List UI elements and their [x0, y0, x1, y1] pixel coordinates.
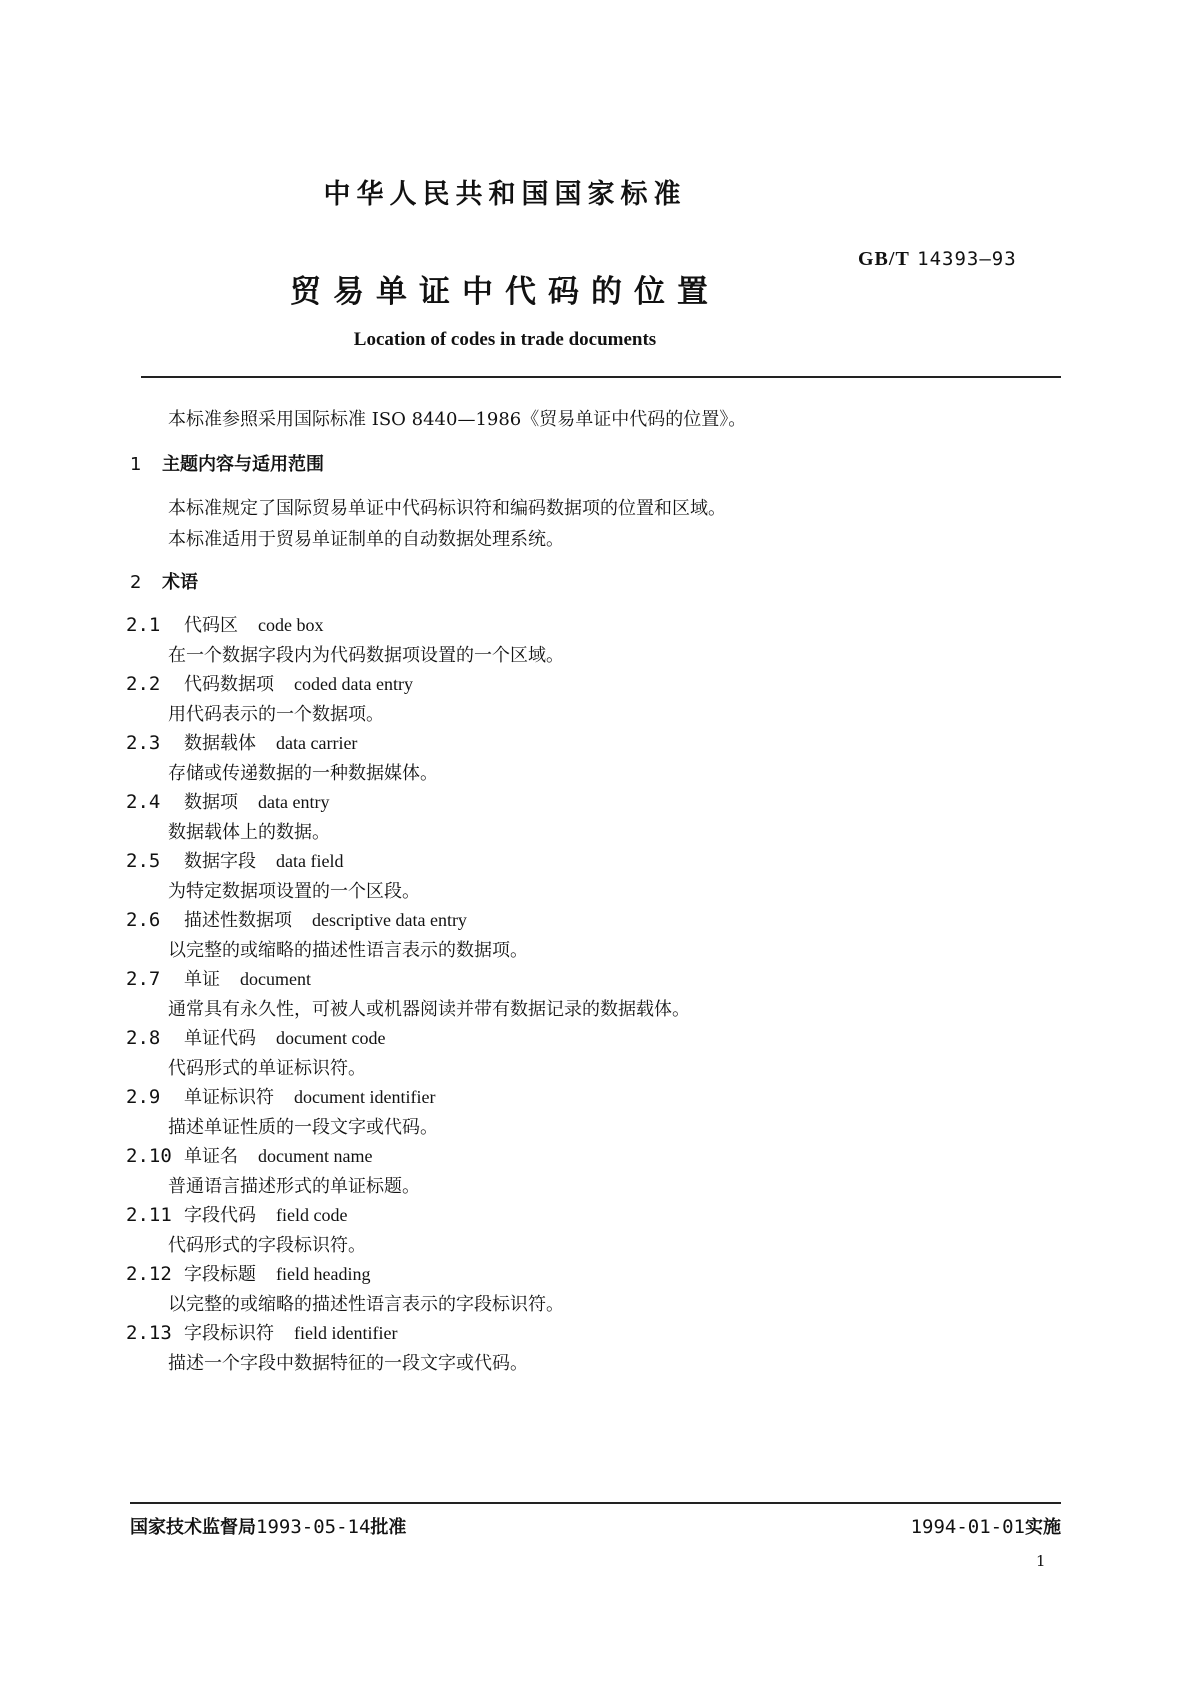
- section-2-heading: [130, 568, 198, 594]
- term-heading: [126, 1319, 397, 1345]
- document-title-zh: 贸易单证中代码的位置: [290, 274, 720, 310]
- term-en: data entry: [258, 792, 330, 812]
- term-heading: [126, 611, 323, 637]
- term-en: document identifier: [294, 1087, 436, 1107]
- term-en: document code: [276, 1028, 386, 1048]
- approve-date: 1993-05-14: [256, 1516, 371, 1538]
- term-en: document name: [258, 1146, 373, 1166]
- term-heading: [126, 788, 329, 814]
- term-zh: 单证标识符: [184, 1087, 274, 1108]
- term-zh: 单证: [184, 969, 220, 990]
- term-number: 2.12: [126, 1263, 172, 1285]
- effective-label: 实施: [1025, 1517, 1061, 1538]
- header-rule: [141, 376, 1061, 378]
- section-1-number: 1: [130, 454, 142, 475]
- term-definition: 为特定数据项设置的一个区段。: [168, 881, 420, 902]
- term-en: code box: [258, 615, 324, 635]
- term-zh: 代码区: [184, 615, 238, 636]
- term-definition: 用代码表示的一个数据项。: [168, 704, 384, 725]
- term-zh: 代码数据项: [184, 674, 274, 695]
- term-heading: [126, 847, 343, 873]
- section-2-title: 术语: [162, 572, 198, 593]
- term-en: data carrier: [276, 733, 358, 753]
- term-zh: 单证名: [184, 1146, 238, 1167]
- term-zh: 描述性数据项: [184, 910, 292, 931]
- term-en: coded data entry: [294, 674, 413, 694]
- term-heading: [126, 1083, 435, 1109]
- term-zh: 数据项: [184, 792, 238, 813]
- term-en: field identifier: [294, 1323, 398, 1343]
- term-en: field heading: [276, 1264, 371, 1284]
- page-number: 1: [1036, 1552, 1046, 1570]
- effective-line: [911, 1513, 1061, 1539]
- term-heading: [126, 1024, 385, 1050]
- term-definition: 数据载体上的数据。: [168, 822, 330, 843]
- term-zh: 字段代码: [184, 1205, 256, 1226]
- section-1-title: 主题内容与适用范围: [162, 454, 324, 475]
- term-heading: [126, 906, 467, 932]
- term-definition: 普通语言描述形式的单证标题。: [168, 1176, 420, 1197]
- term-definition: 在一个数据字段内为代码数据项设置的一个区域。: [168, 645, 564, 666]
- section-1-paragraph: 本标准适用于贸易单证制单的自动数据处理系统。: [168, 529, 564, 550]
- effective-date: 1994-01-01: [910, 1516, 1025, 1538]
- term-number: 2.3: [126, 732, 161, 754]
- term-heading: [126, 1201, 347, 1227]
- term-zh: 数据字段: [184, 851, 256, 872]
- term-heading: [126, 1142, 372, 1168]
- approval-line: [130, 1513, 406, 1539]
- standard-code-prefix: GB/T: [858, 248, 910, 270]
- approve-label: 批准: [370, 1517, 407, 1538]
- term-heading: [126, 670, 413, 696]
- term-number: 2.8: [126, 1027, 161, 1049]
- national-standard-title: 中华人民共和国国家标准: [323, 179, 687, 210]
- term-zh: 字段标题: [184, 1264, 256, 1285]
- term-number: 2.2: [126, 673, 161, 695]
- term-zh: 数据载体: [184, 733, 256, 754]
- intro-paragraph: 本标准参照采用国际标准 ISO 8440—1986《贸易单证中代码的位置》。: [168, 409, 747, 430]
- term-definition: 描述一个字段中数据特征的一段文字或代码。: [168, 1353, 528, 1374]
- term-number: 2.4: [126, 791, 161, 813]
- term-number: 2.13: [126, 1322, 172, 1344]
- section-2-number: 2: [130, 572, 142, 593]
- section-1-paragraph: 本标准规定了国际贸易单证中代码标识符和编码数据项的位置和区域。: [168, 498, 726, 519]
- term-definition: 以完整的或缩略的描述性语言表示的字段标识符。: [168, 1294, 564, 1315]
- term-heading: [126, 1260, 370, 1286]
- term-heading: [126, 965, 311, 991]
- term-number: 2.9: [126, 1086, 161, 1108]
- issuer: 国家技术监督局: [130, 1517, 256, 1538]
- term-en: descriptive data entry: [312, 910, 467, 930]
- term-number: 2.5: [126, 850, 161, 872]
- term-number: 2.6: [126, 909, 161, 931]
- term-definition: 通常具有永久性，可被人或机器阅读并带有数据记录的数据载体。: [168, 999, 690, 1020]
- term-en: document: [240, 969, 311, 989]
- section-1-heading: [130, 450, 324, 476]
- term-number: 2.10: [126, 1145, 172, 1167]
- document-title-en: Location of codes in trade documents: [353, 329, 657, 350]
- footer-rule: [130, 1502, 1061, 1504]
- standard-code-number: 14393—93: [917, 248, 1017, 270]
- term-zh: 单证代码: [184, 1028, 256, 1049]
- term-number: 2.11: [126, 1204, 172, 1226]
- term-definition: 存储或传递数据的一种数据媒体。: [168, 763, 438, 784]
- term-definition: 以完整的或缩略的描述性语言表示的数据项。: [168, 940, 528, 961]
- term-definition: 描述单证性质的一段文字或代码。: [168, 1117, 438, 1138]
- term-en: data field: [276, 851, 344, 871]
- term-heading: [126, 729, 357, 755]
- term-number: 2.7: [126, 968, 161, 990]
- term-number: 2.1: [126, 614, 161, 636]
- term-en: field code: [276, 1205, 348, 1225]
- term-definition: 代码形式的单证标识符。: [168, 1058, 366, 1079]
- term-definition: 代码形式的字段标识符。: [168, 1235, 366, 1256]
- term-zh: 字段标识符: [184, 1323, 274, 1344]
